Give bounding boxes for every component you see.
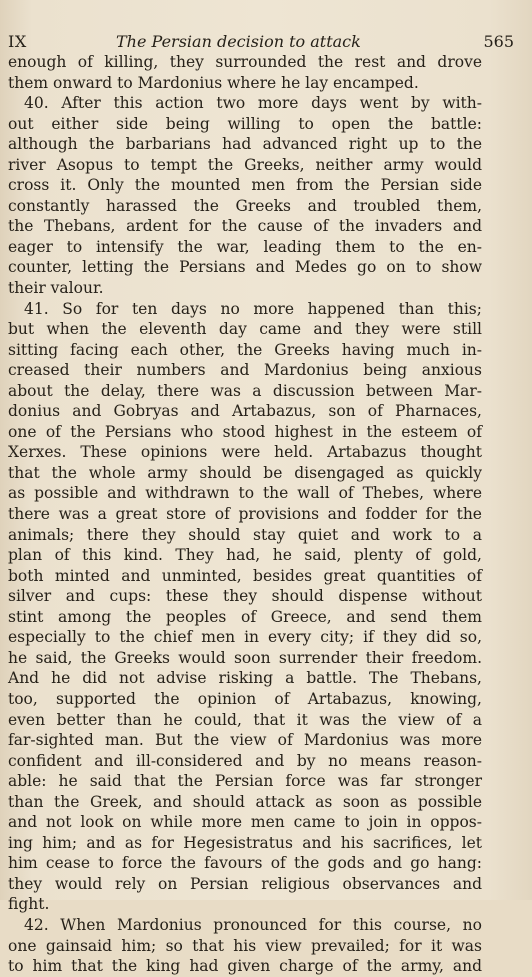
text-line: confident and ill-considered and by no means reason- — [8, 751, 482, 770]
text-line: as possible and withdrawn to the wall of Thebes, where — [8, 484, 482, 503]
text-line: to him that the king had given charge of the army, and — [8, 957, 482, 976]
text-line: And he did not advise risking a battle. The Thebans, — [8, 669, 482, 688]
text-line: stint among the peoples of Greece, and send them — [8, 607, 482, 626]
text-line: than the Greek, and should attack as soon as possible — [8, 792, 482, 811]
text-line: creased their numbers and Mardonius being anxious — [8, 361, 482, 380]
text-line: about the delay, there was a discussion between Mar- — [8, 381, 482, 400]
text-line: one gainsaid him; so that his view prevailed; for it was — [8, 936, 482, 955]
text-line: donius and Gobryas and Artabazus, son of Pharnaces, — [8, 402, 482, 421]
running-title: The Persian decision to attack — [116, 32, 361, 51]
running-header — [8, 32, 514, 52]
text-line: him cease to force the favours of the gods and go hang: — [8, 854, 482, 873]
text-line: ing him; and as for Hegesistratus and his sacrifices, let — [8, 833, 482, 852]
text-line: there was a great store of provisions and fodder for the — [8, 505, 482, 524]
paragraph-start-line: 42. When Mardonius pronounced for this course, no — [24, 915, 482, 934]
text-line: one of the Persians who stood highest in the esteem of — [8, 422, 482, 441]
text-line: their valour. — [8, 279, 104, 298]
text-line: sitting facing each other, the Greeks having much in- — [8, 340, 482, 359]
text-line: even better than he could, that it was the view of a — [8, 710, 482, 729]
text-line: cross it. Only the mounted men from the Persian side — [8, 176, 482, 195]
paragraph-start-line: 40. After this action two more days went by with- — [24, 94, 482, 113]
body-text — [8, 52, 482, 977]
text-line: especially to the chief men in every city; if they did so, — [8, 628, 482, 647]
text-line: river Asopus to tempt the Greeks, neither army would — [8, 155, 482, 174]
text-line: and not look on while more men came to join in oppos- — [8, 813, 482, 832]
text-line: far-sighted man. But the view of Mardonius was more — [8, 731, 482, 750]
text-line: constantly harassed the Greeks and troubled them, — [8, 196, 482, 215]
text-line: them onward to Mardonius where he lay encamped. — [8, 73, 419, 92]
text-line: that the whole army should be disengaged as quickly — [8, 463, 482, 482]
text-line: animals; there they should stay quiet and work to a — [8, 525, 482, 544]
text-line: both minted and unminted, besides great quantities of — [8, 566, 482, 585]
text-line: out either side being willing to open the battle: — [8, 114, 482, 133]
text-line: the Thebans, ardent for the cause of the invaders and — [8, 217, 482, 236]
text-line: able: he said that the Persian force was far stronger — [8, 772, 482, 791]
text-line: Xerxes. These opinions were held. Artabazus thought — [8, 443, 482, 462]
paragraph-start-line: 41. So for ten days no more happened than this; — [24, 299, 482, 318]
text-line: fight. — [8, 895, 50, 914]
text-line: enough of killing, they surrounded the rest and drove — [8, 53, 482, 71]
chapter-number: IX — [8, 32, 27, 51]
text-line: they would rely on Persian religious observances and — [8, 874, 482, 893]
text-line: plan of this kind. They had, he said, plenty of gold, — [8, 546, 482, 565]
text-line: counter, letting the Persians and Medes go on to show — [8, 258, 482, 277]
text-line: but when the eleventh day came and they were still — [8, 320, 482, 339]
text-line: silver and cups: these they should dispense without — [8, 587, 482, 606]
page-number: 565 — [483, 32, 514, 51]
text-line: too, supported the opinion of Artabazus, knowing, — [8, 689, 482, 708]
text-line: eager to intensify the war, leading them to the en- — [8, 237, 482, 256]
text-line: although the barbarians had advanced right up to the — [8, 135, 482, 154]
text-line: he said, the Greeks would soon surrender their freedom. — [8, 648, 482, 667]
